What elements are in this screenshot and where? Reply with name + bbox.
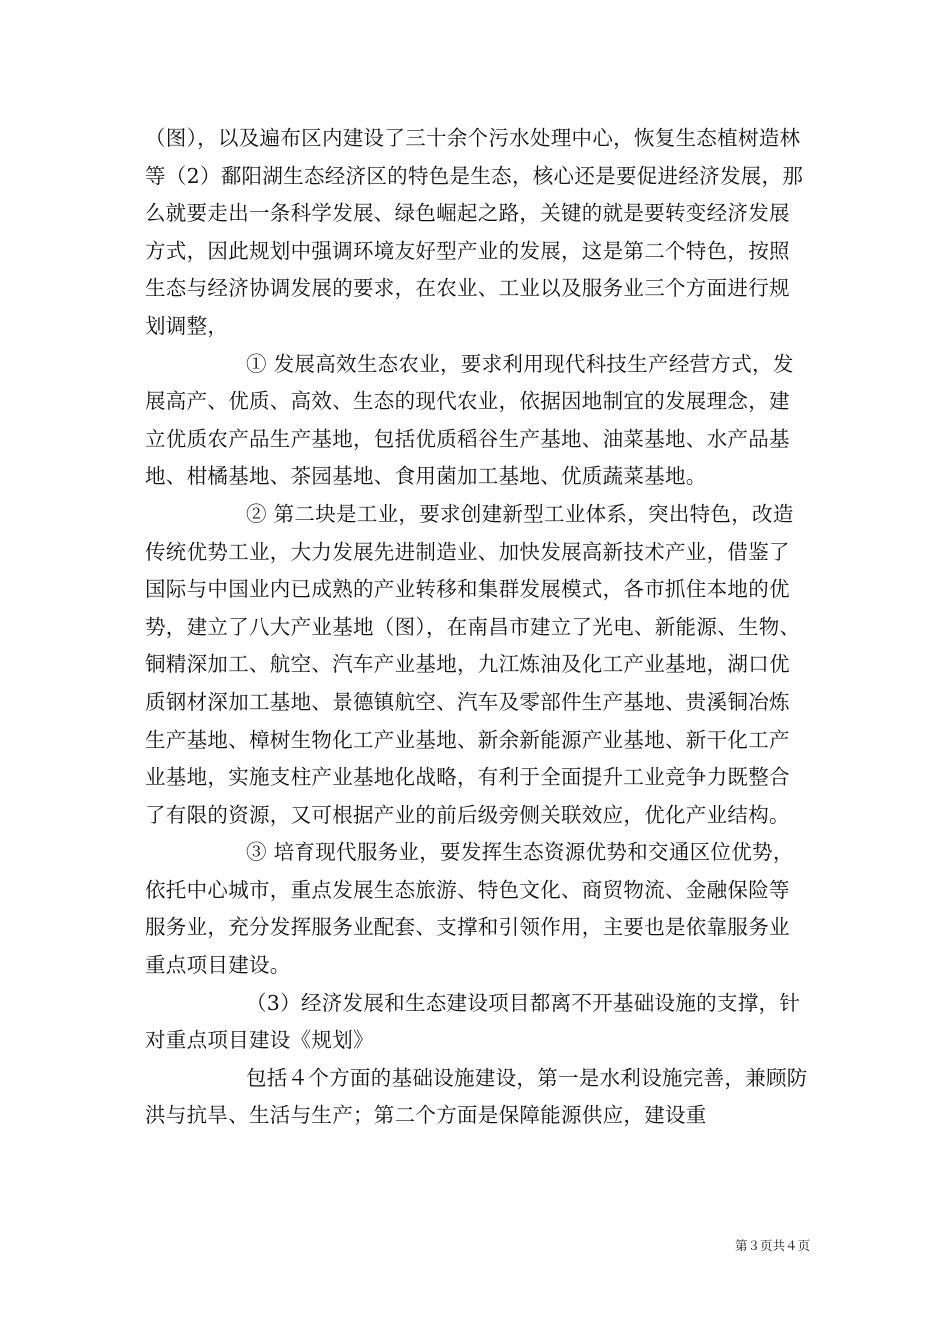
paragraph-services: ③ 培育现代服务业，要发挥生态资源优势和交通区位优势，依托中心城市，重点发展生态旅游、特色文化、商贸物流、金融保险等服务业，充分发挥服务业配套、支撑和引领作用，主要也是依靠服务业重点项目建设。 <box>145 840 794 978</box>
document-body <box>145 120 810 1135</box>
paragraph-1: （图），以及遍布区内建设了三十余个污水处理中心，恢复生态植树造林等（2）鄱阳湖生态经济区的特色是生态，核心还是要促进经济发展，那么就要走出一条科学发展、绿色崛起之路，关键的就是要转变经济发展方式，因此规划中强调环境友好型产业的发展，这是第二个特色，按照生态与经济协调发展的要求，在农业、工业以及服务业三个方面进行规划调整， <box>145 126 804 338</box>
page-number: 第３页共４页 <box>734 1238 810 1253</box>
paragraph-industry: ② 第二块是工业，要求创建新型工业体系，突出特色，改造传统优势工业，大力发展先进制造业、加快发展高新技术产业，借鉴了国际与中国业内已成熟的产业转移和集群发展模式，各市抓住本地的优势，建立了八大产业基地（图），在南昌市建立了光电、新能源、生物、铜精深加工、航空、汽车产业基地，九江炼油及化工产业基地，湖口优质钢材深加工基地、景德镇航空、汽车及零部件生产基地、贵溪铜冶炼生产基地、樟树生物化工产业基地、新余新能源产业基地、新干化工产业基地，实施支柱产业基地化战略，有利于全面提升工业竞争力既整合了有限的资源，又可根据产业的前后级旁侧关联效应，优化产业结构。 <box>145 501 801 827</box>
paragraph-agriculture: ① 发展高效生态农业，要求利用现代科技生产经营方式，发展高产、优质、高效、生态的现代农业，依据因地制宜的发展理念，建立优质农产品生产基地，包括优质稻谷生产基地、油菜基地、水产品基地、柑橘基地、茶园基地、食用菌加工基地、优质蔬菜基地。 <box>145 351 794 489</box>
paragraph-infrastructure: 包括４个方面的基础设施建设，第一是水利设施完善，兼顾防洪与抗旱、生活与生产；第二个方面是保障能源供应，建设重 <box>145 1065 808 1128</box>
paragraph-infrastructure-heading: （3）经济发展和生态建设项目都离不开基础设施的支撑，针对重点项目建设《规划》 <box>145 990 801 1053</box>
